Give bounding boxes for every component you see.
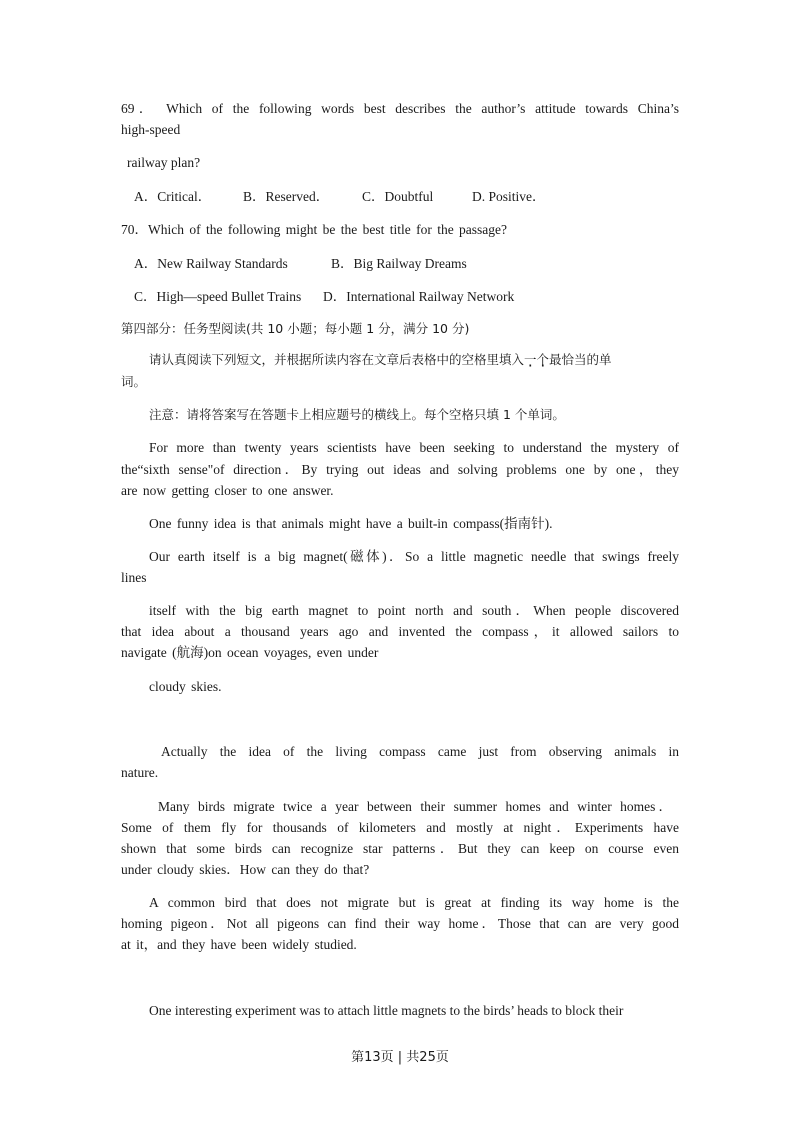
- p1-line-1: For more than twenty years scientists have been seeking to understand the mystery of: [149, 440, 679, 455]
- instruction-text-before: 请认真阅读下列短文，并根据所读内容在文章后表格中的空格里填入: [149, 352, 525, 367]
- p3-line-2: lines: [121, 570, 147, 585]
- emphasis-char-2: 个: [536, 352, 550, 367]
- p6-line-1: A common bird that does not migrate but is great at finding its way home is the: [149, 895, 679, 910]
- p6-line-3: at it，and they have been widely studied.: [121, 937, 357, 952]
- q70-option-d: D．International Railway Network: [323, 289, 515, 304]
- section-heading: 第四部分：任务型阅读(共 10 小题；每小题 1 分，满分 10 分): [121, 321, 470, 336]
- p5-line-2: Some of them fly for thousands of kilometers and mostly at night．Experiments have: [121, 820, 679, 835]
- p3-line-3: itself with the big earth magnet to point north and south．When people discovered: [149, 603, 679, 618]
- q70-option-a: A．New Railway Standards: [134, 256, 288, 271]
- p3-line-1: Our earth itself is a big magnet(磁体)．So a little magnetic needle that swings freely: [149, 549, 679, 564]
- section-note: 注意：请将答案写在答题卡上相应题号的横线上。每个空格只填 1 个单词。: [149, 407, 565, 422]
- p1-line-3: are now getting closer to one answer.: [121, 483, 334, 498]
- q69-option-a: A．Critical．: [134, 189, 212, 204]
- q70-option-b: B．Big Railway Dreams: [331, 256, 467, 271]
- page-footer: 第13页 | 共25页: [351, 1050, 449, 1065]
- p6-line-2: homing pigeon．Not all pigeons can find their way home．Those that can are very good: [121, 916, 679, 931]
- emphasis-char-1: 一: [524, 352, 537, 367]
- p4-line-1: Actually the idea of the living compass came just from observing animals in: [161, 744, 679, 759]
- p5-line-1: Many birds migrate twice a year between their summer homes and winter homes．: [158, 799, 672, 814]
- section-instruction-line-2: 词。: [121, 374, 147, 389]
- q70-stem: 70．Which of the following might be the best title for the passage?: [121, 222, 508, 237]
- p4-line-2: nature.: [121, 765, 159, 780]
- p2-line-1: One funny idea is that animals might have a built-in compass(指南针).: [149, 516, 553, 531]
- p5-line-4: under cloudy skies．How can they do that?: [121, 862, 370, 877]
- p7-line-1: One interesting experiment was to attach little magnets to the birds’ heads to block their: [149, 1003, 624, 1018]
- q69-option-d: D. Positive．: [472, 189, 546, 204]
- q69-stem-line-1: 69． Which of the following words best describes the author’s attitude towards China’s: [121, 101, 679, 116]
- p1-line-2: the“sixth sense"of direction．By trying out ideas and solving problems one by one，they: [121, 462, 679, 477]
- p3-line-5: navigate (航海)on ocean voyages, even under: [121, 645, 379, 660]
- q69-stem-line-2: high-speed: [121, 122, 181, 137]
- section-instruction-line-1: [149, 349, 679, 370]
- q70-option-c: C．High—speed Bullet Trains: [134, 289, 302, 304]
- instruction-text-after: 最恰当的单: [549, 352, 612, 367]
- q69-stem-line-3: railway plan?: [127, 155, 201, 170]
- p3-line-4: that idea about a thousand years ago and invented the compass，it allowed sailors to: [121, 624, 679, 639]
- p3-line-6: cloudy skies.: [149, 679, 222, 694]
- q69-option-c: C．Doubtful: [362, 189, 434, 204]
- q69-option-b: B．Reserved．: [243, 189, 330, 204]
- p5-line-3: shown that some birds can recognize star patterns．But they can keep on course even: [121, 841, 679, 856]
